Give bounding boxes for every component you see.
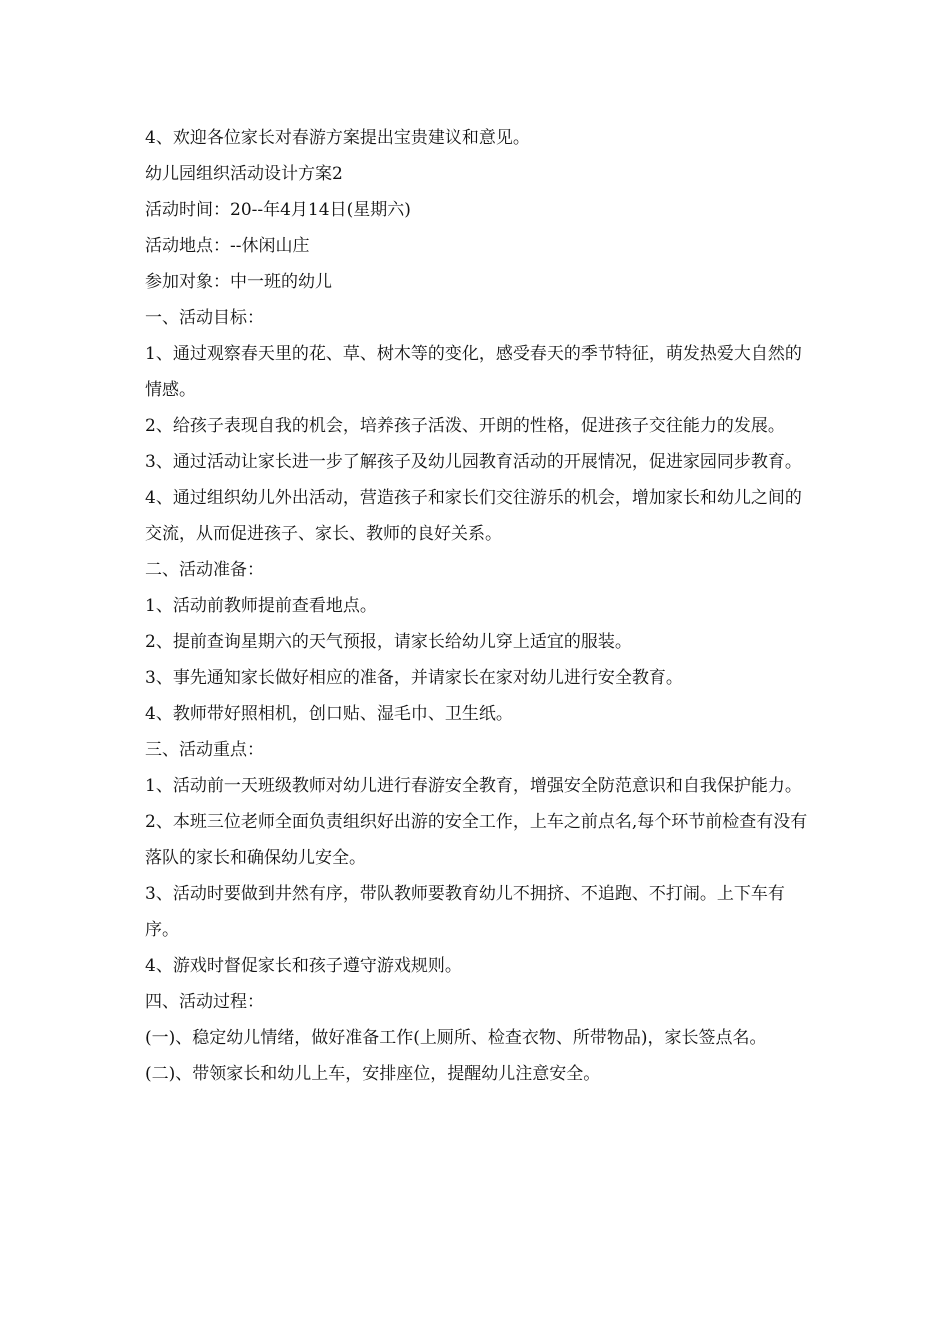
paragraph: 参加对象：中一班的幼儿 xyxy=(145,272,332,292)
section-heading: 二、活动准备： xyxy=(145,560,264,580)
paragraph: 3、事先通知家长做好相应的准备，并请家长在家对幼儿进行安全教育。 xyxy=(145,668,683,688)
paragraph: (二)、带领家长和幼儿上车，安排座位，提醒幼儿注意安全。 xyxy=(145,1064,601,1084)
section-heading: 一、活动目标： xyxy=(145,308,264,328)
paragraph: 活动时间：20--年4月14日(星期六) xyxy=(145,200,411,220)
paragraph: 2、提前查询星期六的天气预报，请家长给幼儿穿上适宜的服装。 xyxy=(145,632,632,652)
paragraph: 3、活动时要做到井然有序，带队教师要教育幼儿不拥挤、不追跑、不打闹。上下车有序。 xyxy=(145,884,785,940)
paragraph: 1、活动前一天班级教师对幼儿进行春游安全教育，增强安全防范意识和自我保护能力。 xyxy=(145,776,802,796)
section-heading: 三、活动重点： xyxy=(145,740,264,760)
paragraph: 1、活动前教师提前查看地点。 xyxy=(145,596,377,616)
section-heading: 四、活动过程： xyxy=(145,992,264,1012)
paragraph: 4、游戏时督促家长和孩子遵守游戏规则。 xyxy=(145,956,462,976)
paragraph: 2、本班三位老师全面负责组织好出游的安全工作，上车之前点名,每个环节前检查有没有落队的家长和确保幼儿安全。 xyxy=(145,812,808,868)
paragraph: (一)、稳定幼儿情绪，做好准备工作(上厕所、检查衣物、所带物品)，家长签点名。 xyxy=(145,1028,767,1048)
paragraph: 4、通过组织幼儿外出活动，营造孩子和家长们交往游乐的机会，增加家长和幼儿之间的交流，从而促进孩子、家长、教师的良好关系。 xyxy=(145,488,802,544)
paragraph: 4、教师带好照相机，创口贴、湿毛巾、卫生纸。 xyxy=(145,704,513,724)
section-title: 幼儿园组织活动设计方案2 xyxy=(145,164,343,184)
paragraph: 1、通过观察春天里的花、草、树木等的变化，感受春天的季节特征，萌发热爱大自然的情感。 xyxy=(145,344,802,400)
paragraph: 活动地点：--休闲山庄 xyxy=(145,236,310,256)
paragraph: 3、通过活动让家长进一步了解孩子及幼儿园教育活动的开展情况，促进家园同步教育。 xyxy=(145,452,802,472)
document-body xyxy=(145,120,810,1092)
paragraph: 4、欢迎各位家长对春游方案提出宝贵建议和意见。 xyxy=(145,128,530,148)
paragraph: 2、给孩子表现自我的机会，培养孩子活泼、开朗的性格，促进孩子交往能力的发展。 xyxy=(145,416,785,436)
